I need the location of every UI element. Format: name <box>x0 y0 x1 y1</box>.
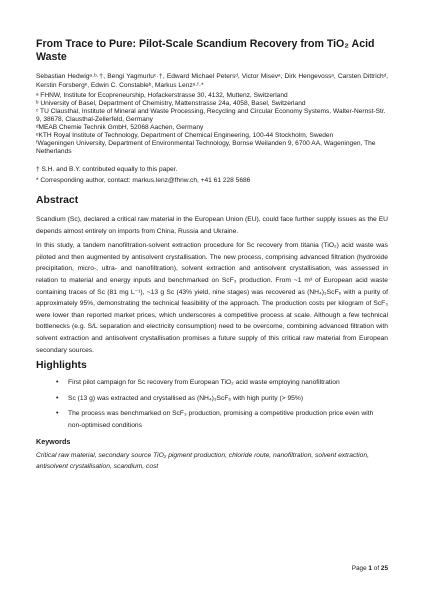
abstract-heading: Abstract <box>36 195 79 206</box>
bullet-icon: • <box>56 394 59 402</box>
equal-contribution-note: † S.H. and B.Y. contributed equally to this paper. <box>36 166 178 174</box>
page-total: 25 <box>380 565 388 572</box>
abstract-section <box>36 194 388 356</box>
keywords-text: Critical raw material, secondary source TiO₂ pigment production, chloride route, nanofiltration, solvent extraction, antisolvent crystallisation, scandium, cost <box>36 451 369 471</box>
affiliation-c: ᶜ TU Clausthal, Institute of Mineral and Waste Processing, Recycling and Circular Economy Systems, Walter-Nernst-Str. 9, 38678, Clausthal-Zellerfeld, Germany <box>36 108 386 124</box>
highlights-list <box>36 377 388 431</box>
highlights-heading: Highlights <box>36 360 87 372</box>
highlight-item <box>56 393 388 405</box>
corresponding-author-note: * Corresponding author, contact: markus.lenz@fhnw.ch, +41 61 228 5686 <box>36 176 251 184</box>
paper-page <box>36 38 388 473</box>
highlight-text: First pilot campaign for Sc recovery from European TiO₂ acid waste employing nanofiltration <box>68 379 340 387</box>
affiliation-b: ᵇ University of Basel, Department of Chemistry, Mattenstrasse 24a, 4058, Basel, Switzerland <box>36 100 306 108</box>
affiliation-f: ᶠWageningen University, Department of Environmental Technology, Bornse Weilanden 9, 6700 AA, Wageningen, The Netherlands <box>36 140 376 156</box>
highlight-text: Sc (13 g) was extracted and crystallised as (NH₄)₃ScF₆ with high purity (> 95%) <box>68 394 304 402</box>
highlights-section <box>36 359 388 431</box>
abstract-paragraph-1: Scandium (Sc), declared a critical raw material in the European Union (EU), could face further supply issues as the EU depends almost entirely on imports from China, Russia and Ukraine. <box>36 216 388 235</box>
author-notes <box>36 166 388 185</box>
page-number <box>352 565 388 572</box>
bullet-icon: • <box>56 410 59 418</box>
keywords-heading: Keywords <box>36 436 71 446</box>
affiliation-d: ᵈMEAB Chemie Technik GmbH, 52068 Aachen, Germany <box>36 124 204 132</box>
author-list: Sebastian Hedwigᵃ·ᵇ·†, Bengi Yagmurluᶜ·†, Edward Michael Petersᵈ, Victor Misevᵃ, Dirk Hengevossᵃ, Carsten Dittrichᵈ, Kerstin Forsbergᵉ, Edwin C. Constableᵇ, Markus Lenzᵃ·ᶠ·* <box>36 73 388 89</box>
highlight-item <box>56 377 388 389</box>
bullet-icon: • <box>56 379 59 387</box>
paper-title: From Trace to Pure: Pilot-Scale Scandium Recovery from TiO₂ Acid Waste <box>36 38 375 63</box>
affiliation-a: ᵃ FHNW, Institute for Ecopreneurship, Hofackerstrasse 30, 4132, Muttenz, Switzerland <box>36 92 288 100</box>
abstract-paragraph-2: In this study, a tandem nanofiltration-solvent extraction procedure for Sc recovery from titania (TiO₂) acid waste was piloted and then augmented by antisolvent crystallisation. The new process, comprising advanced filtration (hydroxide precipitation, micro-, ultra- and nanofiltration), solvent extraction and antisolvent crystallisation, was assessed in relation to material and energy inputs and benchmarked on ScF₃ production. From ~1 m³ of European acid waste containing traces of Sc (81 mg L⁻¹), ~13 g Sc (43% yield, nine stages) was recovered as (NH₄)₃ScF₆ with a purity of approximately 95%, demonstrating the technical feasibility of the approach. The production costs per kilogram of ScF₃ were lower than reported market prices, which underscores a competitive process at scale. Although a few technical bottlenecks (e.g. S/L separation and electricity consumption) need to be overcome, combining advanced filtration with solvent extraction and antisolvent crystallisation promises a future supply of this critical raw material from European secondary sources. <box>36 242 388 354</box>
page-label: Page <box>351 565 367 572</box>
highlight-text: The process was benchmarked on ScF₃ production, promising a competitive production price even with non-optimised conditions <box>68 410 374 429</box>
page-of: of <box>373 565 380 572</box>
affiliation-e: ᵉKTH Royal Institute of Technology, Department of Chemical Engineering, 100-44 Stockholm, Sweden <box>36 132 334 140</box>
page-current: 1 <box>368 565 372 572</box>
affiliation-list <box>36 92 388 156</box>
highlight-item <box>56 408 388 431</box>
